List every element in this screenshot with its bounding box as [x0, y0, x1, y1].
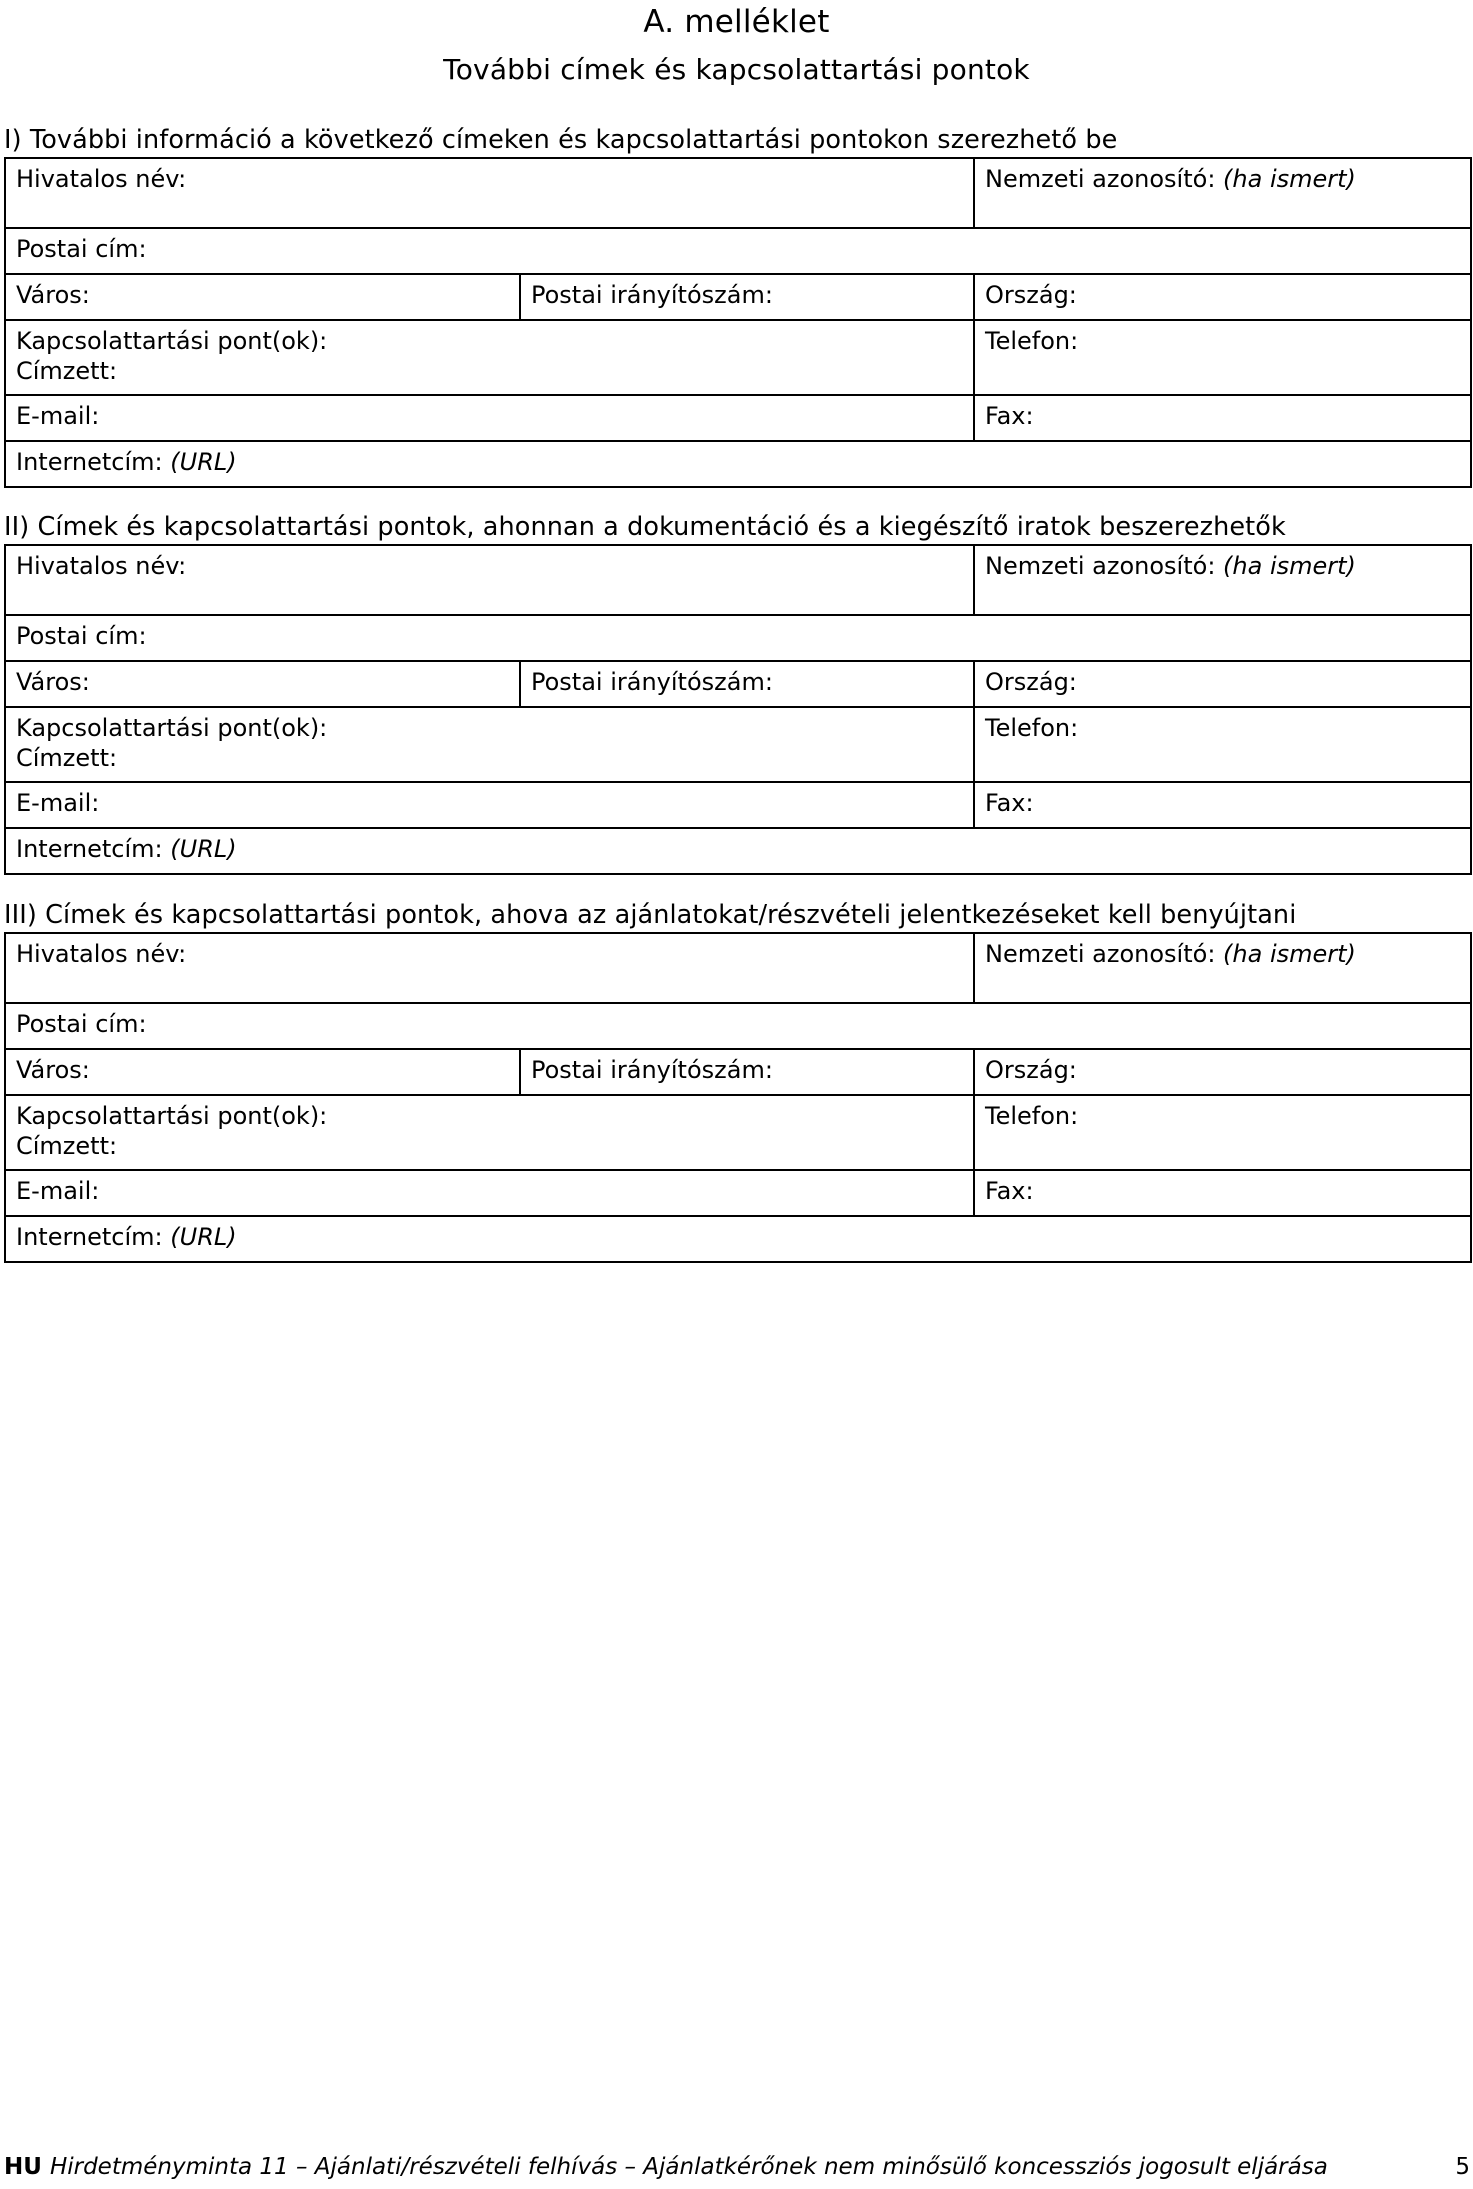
section-1 [4, 123, 1470, 488]
section-heading: III) Címek és kapcsolattartási pontok, ahova az ajánlatokat/részvételi jelentkezéseket kell benyújtani [4, 900, 1297, 930]
official-name-field[interactable] [5, 545, 974, 615]
address-form-table [4, 157, 1472, 488]
annex-title: A. melléklet [643, 4, 830, 40]
national-id-field[interactable] [974, 545, 1471, 615]
postal-address-field[interactable] [5, 1003, 1471, 1049]
contact-points-label: Kapcsolattartási pont(ok): [16, 1102, 328, 1130]
contact-points-field[interactable] [5, 1095, 974, 1170]
email-label: E-mail: [16, 402, 100, 430]
footer-language-code: HU [4, 2154, 42, 2180]
attention-label: Címzett: [16, 744, 118, 772]
attention-label: Címzett: [16, 1132, 118, 1160]
internet-address-field[interactable] [5, 441, 1471, 487]
country-label: Ország: [985, 668, 1077, 696]
internet-address-label: Internetcím: [16, 448, 163, 476]
national-id-note: (ha ismert) [1223, 165, 1356, 193]
section-heading: II) Címek és kapcsolattartási pontok, ahonnan a dokumentáció és a kiegészítő iratok beszerezhetők [4, 512, 1286, 542]
national-id-label: Nemzeti azonosító: [985, 552, 1216, 580]
internet-address-field[interactable] [5, 1216, 1471, 1262]
postal-code-field[interactable] [520, 661, 974, 707]
postal-code-label: Postai irányítószám: [531, 1056, 773, 1084]
postal-code-field[interactable] [520, 274, 974, 320]
postal-address-field[interactable] [5, 615, 1471, 661]
contact-points-field[interactable] [5, 320, 974, 395]
telephone-label: Telefon: [985, 714, 1079, 742]
fax-label: Fax: [985, 789, 1034, 817]
email-field[interactable] [5, 1170, 974, 1216]
contact-points-field[interactable] [5, 707, 974, 782]
footer-document-title: Hirdetményminta 11 – Ajánlati/részvételi felhívás – Ajánlatkérőnek nem minősülő koncessziós jogosult eljárása [49, 2154, 1328, 2180]
postal-address-label: Postai cím: [16, 622, 147, 650]
internet-address-label: Internetcím: [16, 1223, 163, 1251]
attention-label: Címzett: [16, 357, 118, 385]
page-footer [4, 2152, 1470, 2182]
postal-address-field[interactable] [5, 228, 1471, 274]
fax-field[interactable] [974, 1170, 1471, 1216]
official-name-label: Hivatalos név: [16, 165, 187, 193]
internet-address-label: Internetcím: [16, 835, 163, 863]
country-label: Ország: [985, 1056, 1077, 1084]
address-form-table [4, 932, 1472, 1263]
fax-label: Fax: [985, 402, 1034, 430]
postal-address-label: Postai cím: [16, 235, 147, 263]
annex-subtitle: További címek és kapcsolattartási pontok [443, 53, 1030, 86]
telephone-field[interactable] [974, 707, 1471, 782]
official-name-label: Hivatalos név: [16, 552, 187, 580]
town-label: Város: [16, 1056, 90, 1084]
fax-field[interactable] [974, 395, 1471, 441]
email-label: E-mail: [16, 1177, 100, 1205]
town-field[interactable] [5, 1049, 520, 1095]
internet-address-field[interactable] [5, 828, 1471, 874]
national-id-note: (ha ismert) [1223, 940, 1356, 968]
fax-label: Fax: [985, 1177, 1034, 1205]
page-number: 5 [1455, 2154, 1470, 2180]
url-note: (URL) [170, 448, 237, 476]
official-name-label: Hivatalos név: [16, 940, 187, 968]
town-label: Város: [16, 281, 90, 309]
town-field[interactable] [5, 661, 520, 707]
town-label: Város: [16, 668, 90, 696]
national-id-label: Nemzeti azonosító: [985, 165, 1216, 193]
url-note: (URL) [170, 1223, 237, 1251]
email-label: E-mail: [16, 789, 100, 817]
contact-points-label: Kapcsolattartási pont(ok): [16, 327, 328, 355]
section-3 [4, 898, 1470, 1263]
email-field[interactable] [5, 395, 974, 441]
postal-code-label: Postai irányítószám: [531, 281, 773, 309]
postal-address-label: Postai cím: [16, 1010, 147, 1038]
contact-points-label: Kapcsolattartási pont(ok): [16, 714, 328, 742]
telephone-field[interactable] [974, 320, 1471, 395]
country-label: Ország: [985, 281, 1077, 309]
url-note: (URL) [170, 835, 237, 863]
section-2 [4, 510, 1470, 875]
fax-field[interactable] [974, 782, 1471, 828]
national-id-label: Nemzeti azonosító: [985, 940, 1216, 968]
national-id-note: (ha ismert) [1223, 552, 1356, 580]
postal-code-field[interactable] [520, 1049, 974, 1095]
country-field[interactable] [974, 661, 1471, 707]
official-name-field[interactable] [5, 158, 974, 228]
town-field[interactable] [5, 274, 520, 320]
country-field[interactable] [974, 1049, 1471, 1095]
official-name-field[interactable] [5, 933, 974, 1003]
telephone-label: Telefon: [985, 1102, 1079, 1130]
email-field[interactable] [5, 782, 974, 828]
address-form-table [4, 544, 1472, 875]
national-id-field[interactable] [974, 933, 1471, 1003]
country-field[interactable] [974, 274, 1471, 320]
postal-code-label: Postai irányítószám: [531, 668, 773, 696]
telephone-label: Telefon: [985, 327, 1079, 355]
national-id-field[interactable] [974, 158, 1471, 228]
section-heading: I) További információ a következő címeken és kapcsolattartási pontokon szerezhető be [4, 125, 1118, 155]
telephone-field[interactable] [974, 1095, 1471, 1170]
